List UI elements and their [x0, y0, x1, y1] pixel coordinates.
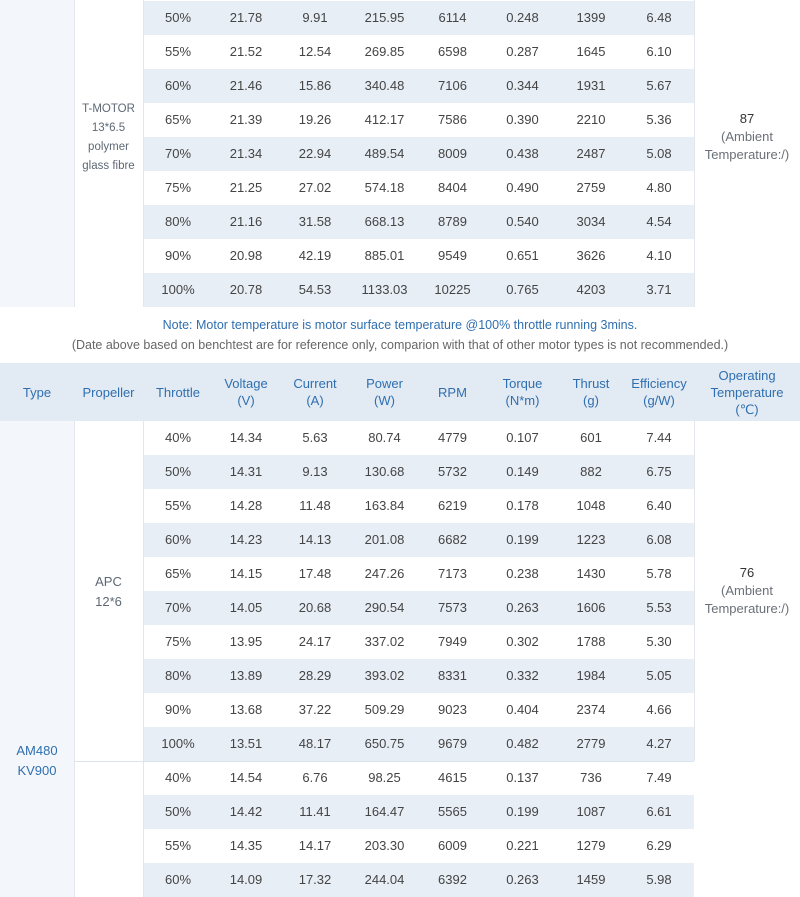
efficiency-cell: 4.54	[646, 214, 672, 229]
efficiency-cell: 5.53	[646, 600, 672, 615]
throttle-cell: 50%	[164, 464, 192, 479]
current-cell: 27.02	[298, 180, 332, 195]
table-row	[143, 455, 694, 489]
torque-cell: 0.390	[506, 112, 539, 127]
throttle-cell: 50%	[164, 10, 192, 25]
power-cell: 203.30	[364, 838, 405, 853]
voltage-cell: 21.78	[229, 10, 263, 25]
table-row	[143, 625, 694, 659]
voltage-cell: 14.31	[229, 464, 263, 479]
current-cell: 14.13	[298, 532, 332, 547]
thrust-cell: 2210	[576, 112, 606, 127]
throttle-cell: 70%	[164, 600, 192, 615]
current-cell: 9.13	[302, 464, 328, 479]
throttle-cell: 90%	[164, 702, 192, 717]
voltage-cell: 14.42	[229, 804, 263, 819]
thrust-cell: 1459	[576, 872, 606, 887]
rpm-cell: 6392	[438, 872, 467, 887]
note-line-2: (Date above based on benchtest are for reference only, comparion with that of other motor types is not recommended.)	[71, 338, 729, 352]
power-cell: 80.74	[368, 430, 401, 445]
efficiency-cell: 5.05	[646, 668, 672, 683]
rpm-cell: 7586	[438, 112, 467, 127]
voltage-cell: 21.52	[229, 44, 263, 59]
throttle-cell: 75%	[164, 634, 192, 649]
rpm-cell: 7173	[438, 566, 467, 581]
torque-cell: 0.540	[506, 214, 539, 229]
voltage-cell: 14.23	[229, 532, 263, 547]
rpm-cell: 9679	[438, 736, 467, 751]
table-row	[143, 239, 694, 273]
power-cell: 215.95	[364, 10, 405, 25]
propeller-label-apc: APC 12*6	[95, 574, 122, 609]
voltage-cell: 14.09	[229, 872, 263, 887]
voltage-cell: 13.95	[229, 634, 263, 649]
torque-cell: 0.263	[506, 600, 539, 615]
operating-temp-apc: 76 (Ambient Temperature:/)	[704, 565, 790, 616]
table-row	[143, 557, 694, 591]
operating-temp-tmotor: 87 (Ambient Temperature:/)	[704, 111, 790, 162]
torque-cell: 0.287	[506, 44, 539, 59]
thrust-cell: 2779	[576, 736, 606, 751]
rpm-cell: 6009	[438, 838, 467, 853]
efficiency-cell: 7.44	[646, 430, 672, 445]
torque-cell: 0.263	[506, 872, 539, 887]
header-propeller: Propeller	[82, 384, 135, 400]
table-row	[143, 137, 694, 171]
efficiency-cell: 6.61	[646, 804, 672, 819]
torque-cell: 0.765	[506, 282, 539, 297]
propeller-label-tmotor: T-MOTOR 13*6.5 polymer glass fibre	[82, 103, 135, 172]
power-cell: 393.02	[364, 668, 405, 683]
thrust-cell: 736	[580, 770, 602, 785]
table-row	[143, 863, 694, 897]
header-thrust: Thrust (g)	[572, 376, 610, 408]
voltage-cell: 21.46	[229, 78, 263, 93]
type-column-bg	[0, 421, 74, 897]
power-cell: 885.01	[364, 248, 405, 263]
throttle-cell: 60%	[164, 532, 192, 547]
throttle-cell: 40%	[164, 430, 192, 445]
throttle-cell: 40%	[164, 770, 192, 785]
table-row	[143, 205, 694, 239]
rpm-cell: 6114	[438, 10, 467, 25]
thrust-cell: 882	[580, 464, 602, 479]
table-row	[143, 761, 694, 795]
rpm-cell: 10225	[434, 282, 471, 297]
efficiency-cell: 6.29	[646, 838, 672, 853]
throttle-cell: 65%	[164, 566, 192, 581]
voltage-cell: 13.89	[229, 668, 263, 683]
thrust-cell: 3034	[576, 214, 606, 229]
current-cell: 24.17	[298, 634, 332, 649]
rpm-cell: 8404	[438, 180, 467, 195]
rpm-cell: 6682	[438, 532, 467, 547]
thrust-cell: 2759	[576, 180, 606, 195]
table-row	[143, 69, 694, 103]
thrust-cell: 1606	[576, 600, 606, 615]
voltage-cell: 14.54	[229, 770, 263, 785]
voltage-cell: 14.28	[229, 498, 263, 513]
table-row	[143, 591, 694, 625]
thrust-cell: 4203	[576, 282, 606, 297]
torque-cell: 0.178	[506, 498, 539, 513]
voltage-cell: 20.78	[229, 282, 263, 297]
efficiency-cell: 6.08	[646, 532, 672, 547]
throttle-cell: 55%	[164, 44, 192, 59]
type-column-bg	[0, 0, 74, 307]
rpm-cell: 7949	[438, 634, 467, 649]
am480-table	[0, 421, 800, 897]
current-cell: 12.54	[298, 44, 332, 59]
table-row	[143, 273, 694, 307]
efficiency-cell: 5.36	[646, 112, 672, 127]
power-cell: 412.17	[364, 112, 405, 127]
power-cell: 337.02	[364, 634, 405, 649]
rpm-cell: 8009	[438, 146, 467, 161]
throttle-cell: 70%	[164, 146, 192, 161]
efficiency-cell: 5.98	[646, 872, 672, 887]
header-operating-temperature: Operating Temperature (℃)	[710, 367, 784, 417]
throttle-cell: 80%	[164, 668, 192, 683]
current-cell: 37.22	[298, 702, 332, 717]
header-rpm: RPM	[438, 384, 467, 400]
rpm-cell: 5732	[438, 464, 467, 479]
torque-cell: 0.107	[506, 430, 539, 445]
header-torque: Torque (N*m)	[502, 376, 543, 408]
throttle-cell: 100%	[161, 736, 195, 751]
torque-cell: 0.137	[506, 770, 539, 785]
current-cell: 54.53	[298, 282, 332, 297]
efficiency-cell: 5.78	[646, 566, 672, 581]
torque-cell: 0.332	[506, 668, 539, 683]
thrust-cell: 3626	[576, 248, 606, 263]
table-row	[143, 35, 694, 69]
voltage-cell: 14.15	[229, 566, 263, 581]
current-cell: 11.41	[299, 804, 331, 819]
rpm-cell: 7106	[438, 78, 467, 93]
current-cell: 17.48	[298, 566, 332, 581]
header-type: Type	[22, 384, 52, 400]
torque-cell: 0.344	[506, 78, 539, 93]
thrust-cell: 2374	[576, 702, 606, 717]
header-throttle: Throttle	[155, 384, 201, 400]
throttle-cell: 75%	[164, 180, 192, 195]
current-cell: 22.94	[298, 146, 332, 161]
efficiency-cell: 6.75	[646, 464, 672, 479]
efficiency-cell: 7.49	[646, 770, 672, 785]
voltage-cell: 21.34	[229, 146, 263, 161]
current-cell: 9.91	[302, 10, 328, 25]
power-cell: 290.54	[364, 600, 405, 615]
rpm-cell: 8331	[438, 668, 467, 683]
motor-type-label: AM480 KV900	[16, 743, 58, 778]
voltage-cell: 21.16	[229, 214, 263, 229]
table-row	[143, 1, 694, 35]
torque-cell: 0.149	[506, 464, 539, 479]
efficiency-cell: 4.80	[646, 180, 672, 195]
power-cell: 247.26	[364, 566, 405, 581]
efficiency-cell: 5.30	[646, 634, 672, 649]
current-cell: 20.68	[298, 600, 332, 615]
power-cell: 130.68	[364, 464, 405, 479]
note-line-1: Note: Motor temperature is motor surface temperature @100% throttle running 3mins.	[162, 318, 638, 332]
efficiency-cell: 5.67	[646, 78, 672, 93]
voltage-cell: 14.05	[229, 600, 263, 615]
table-row	[143, 659, 694, 693]
throttle-cell: 60%	[164, 78, 192, 93]
throttle-cell: 80%	[164, 214, 192, 229]
torque-cell: 0.199	[506, 804, 539, 819]
rpm-cell: 4615	[438, 770, 467, 785]
efficiency-cell: 6.10	[646, 44, 672, 59]
thrust-cell: 1788	[576, 634, 606, 649]
table-row	[143, 693, 694, 727]
voltage-cell: 20.98	[229, 248, 263, 263]
torque-cell: 0.221	[506, 838, 539, 853]
current-cell: 5.63	[302, 430, 328, 445]
power-cell: 269.85	[364, 44, 405, 59]
thrust-cell: 1223	[576, 532, 606, 547]
throttle-cell: 50%	[164, 804, 192, 819]
efficiency-cell: 6.48	[646, 10, 672, 25]
header-voltage: Voltage (V)	[224, 376, 268, 408]
header-current: Current (A)	[293, 376, 337, 408]
rpm-cell: 4779	[438, 430, 467, 445]
table-header	[0, 363, 800, 421]
table-row	[143, 171, 694, 205]
current-cell: 11.48	[299, 498, 331, 513]
efficiency-cell: 5.08	[646, 146, 672, 161]
torque-cell: 0.199	[506, 532, 539, 547]
rpm-cell: 6219	[438, 498, 467, 513]
voltage-cell: 13.51	[229, 736, 263, 751]
header-power: Power (W)	[366, 376, 403, 408]
efficiency-cell: 3.71	[646, 282, 672, 297]
current-cell: 31.58	[298, 214, 332, 229]
torque-cell: 0.482	[506, 736, 539, 751]
efficiency-cell: 4.10	[646, 248, 672, 263]
current-cell: 48.17	[298, 736, 332, 751]
torque-cell: 0.248	[506, 10, 539, 25]
current-cell: 17.32	[298, 872, 332, 887]
torque-cell: 0.438	[506, 146, 539, 161]
current-cell: 6.76	[302, 770, 328, 785]
efficiency-cell: 4.66	[646, 702, 672, 717]
efficiency-cell: 4.27	[646, 736, 672, 751]
current-cell: 19.26	[298, 112, 332, 127]
power-cell: 164.47	[364, 804, 405, 819]
thrust-cell: 1931	[576, 78, 606, 93]
power-cell: 668.13	[364, 214, 405, 229]
table-row	[143, 523, 694, 557]
thrust-cell: 1430	[576, 566, 606, 581]
throttle-cell: 60%	[164, 872, 192, 887]
voltage-cell: 21.25	[229, 180, 263, 195]
rpm-cell: 5565	[438, 804, 467, 819]
power-cell: 340.48	[364, 78, 405, 93]
rpm-cell: 8789	[438, 214, 467, 229]
thrust-cell: 601	[580, 430, 602, 445]
table-row	[143, 829, 694, 863]
voltage-cell: 14.35	[229, 838, 263, 853]
power-cell: 244.04	[364, 872, 405, 887]
current-cell: 14.17	[298, 838, 332, 853]
torque-cell: 0.490	[506, 180, 539, 195]
table-row	[143, 727, 694, 761]
thrust-cell: 1087	[576, 804, 606, 819]
table-row	[143, 421, 694, 455]
torque-cell: 0.651	[506, 248, 539, 263]
torque-cell: 0.238	[506, 566, 539, 581]
header-efficiency: Efficiency (g/W)	[631, 376, 687, 408]
voltage-cell: 21.39	[229, 112, 263, 127]
throttle-cell: 55%	[164, 498, 192, 513]
throttle-cell: 65%	[164, 112, 192, 127]
power-cell: 574.18	[364, 180, 405, 195]
rpm-cell: 9549	[438, 248, 467, 263]
power-cell: 1133.03	[361, 282, 408, 297]
table-row	[143, 103, 694, 137]
power-cell: 98.25	[368, 770, 401, 785]
throttle-cell: 90%	[164, 248, 192, 263]
current-cell: 28.29	[298, 668, 332, 683]
thrust-cell: 1645	[576, 44, 606, 59]
voltage-cell: 13.68	[229, 702, 263, 717]
voltage-cell: 14.34	[229, 430, 263, 445]
current-cell: 42.19	[298, 248, 332, 263]
thrust-cell: 2487	[576, 146, 606, 161]
thrust-cell: 1399	[576, 10, 606, 25]
rpm-cell: 6598	[438, 44, 467, 59]
torque-cell: 0.404	[506, 702, 539, 717]
power-cell: 650.75	[364, 736, 405, 751]
power-cell: 163.84	[364, 498, 405, 513]
current-cell: 15.86	[298, 78, 332, 93]
power-cell: 201.08	[364, 532, 405, 547]
table-row	[143, 489, 694, 523]
tmotor-table	[0, 0, 800, 307]
efficiency-cell: 6.40	[646, 498, 672, 513]
table-row	[143, 795, 694, 829]
power-cell: 489.54	[364, 146, 405, 161]
torque-cell: 0.302	[506, 634, 539, 649]
thrust-cell: 1984	[576, 668, 606, 683]
rpm-cell: 9023	[438, 702, 467, 717]
throttle-cell: 100%	[161, 282, 195, 297]
throttle-cell: 55%	[164, 838, 192, 853]
thrust-cell: 1279	[576, 838, 606, 853]
rpm-cell: 7573	[438, 600, 467, 615]
power-cell: 509.29	[364, 702, 405, 717]
thrust-cell: 1048	[576, 498, 606, 513]
